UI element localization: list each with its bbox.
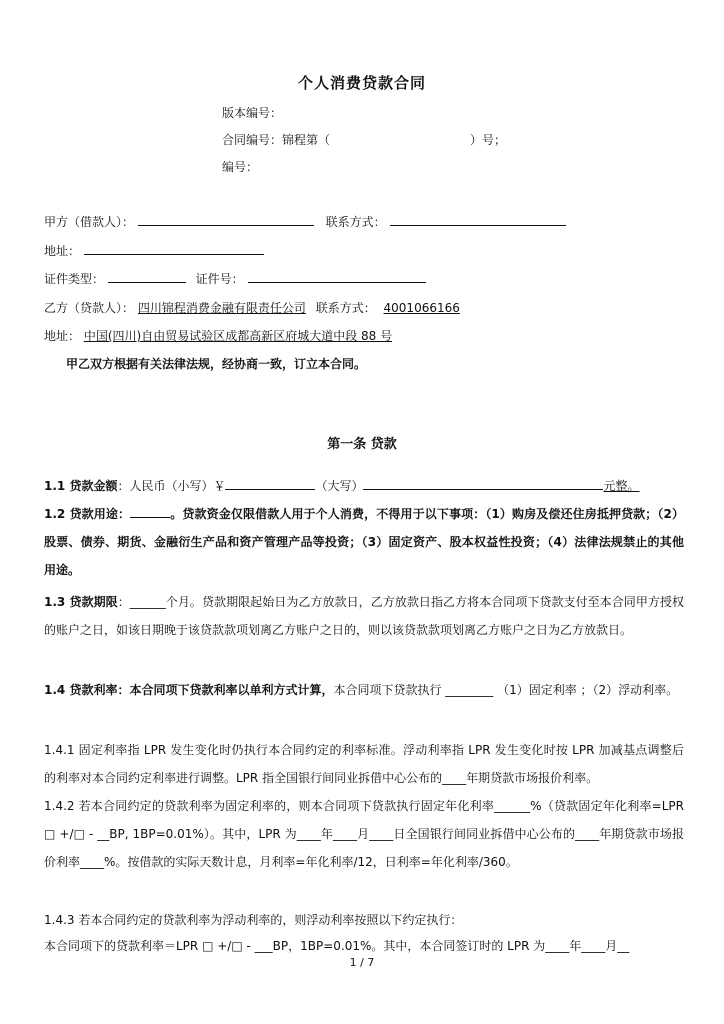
party-b-label: 乙方（贷款人）：: [44, 301, 135, 315]
clause-1-4-2: 1.4.2 若本合同约定的贷款利率为固定利率的，则本合同项下贷款执行固定年化利率______%（贷款固定年化利率=LPR □ +/□ - __BP, 1BP=0.01%）。其中，LPR 为____年____月____日全国银行间同业拆借中心公布的____年期贷款市场报价利率____%。按借款的实际天数计息，月利率=年化利率/12，日利率=年化利率/360。: [44, 799, 684, 869]
clause-1-1: [44, 472, 684, 500]
address-line: [44, 242, 264, 259]
page-number: 1 / 7: [349, 956, 375, 969]
clause-1-4-3: 1.4.3 若本合同约定的贷款利率为浮动利率的，则浮动利率按照以下约定执行：: [44, 913, 463, 927]
clause-1-3: [44, 588, 684, 644]
document-title: 个人消费贷款合同: [297, 74, 426, 92]
contact-blank[interactable]: [390, 213, 566, 226]
party-b-line: [44, 299, 460, 316]
clause-1-3-label: 贷款期限: [69, 595, 118, 609]
id-number-label: 证件号：: [195, 272, 244, 286]
party-a-label: 甲方（借款人）：: [44, 215, 135, 229]
version-number: 版本编号：: [222, 106, 283, 120]
address-label: 地址：: [44, 244, 81, 258]
contract-number-suffix: ）号；: [470, 133, 507, 147]
contract-number: [222, 131, 506, 148]
address-blank[interactable]: [84, 242, 264, 255]
id-type-label: 证件类型：: [44, 272, 105, 286]
party-a-line: [44, 213, 566, 230]
clause-1-2-number: 1.2: [44, 507, 70, 521]
id-number-blank[interactable]: [248, 270, 426, 283]
clause-1-3-text: ：______个月。贷款期限起始日为乙方放款日，乙方放款日指乙方将本合同项下贷款支付至本合同甲方授权的账户之日，如该日期晚于该贷款款项划离乙方账户之日的，则以该贷款款项划离乙方账户之日为乙方放款日。: [44, 595, 684, 637]
party-b-phone: 4001066166: [383, 301, 460, 315]
clause-1-1-number: 1.1: [44, 479, 70, 493]
clause-1-4-label: 贷款利率：本合同项下贷款利率以单利方式计算，: [69, 683, 334, 697]
party-b-address-line: [44, 327, 392, 344]
section-title: 第一条 贷款: [327, 437, 397, 452]
contact-label: 联系方式：: [325, 215, 386, 229]
party-b-address: 中国(四川)自由贸易试验区成都高新区府城大道中段 88 号: [83, 329, 393, 343]
clause-1-4-1: 1.4.1 固定利率指 LPR 发生变化时仍执行本合同约定的利率标准。浮动利率指 LPR 发生变化时按 LPR 加减基点调整后的利率对本合同约定利率进行调整。LPR 指全国银行间同业拆借中心公布的____年期贷款市场报价利率。: [44, 743, 684, 785]
clause-1-1-text-c: 元整。: [603, 479, 640, 493]
id-line: [44, 270, 426, 287]
party-b-contact-label: 联系方式：: [315, 301, 376, 315]
clause-1-2-text: 。贷款资金仅限借款人用于个人消费，不得用于以下事项：（1）购房及偿还住房抵押贷款；（2）股票、债券、期货、金融衍生产品和资产管理产品等投资；（3）固定资产、股本权益性投资；（4）法律法规禁止的其他用途。: [44, 507, 685, 577]
party-b-name: 四川锦程消费金融有限责任公司: [137, 301, 306, 315]
id-type-blank[interactable]: [108, 270, 186, 283]
clause-1-2-label: 贷款用途：: [69, 507, 131, 521]
amount-figure-blank[interactable]: [225, 477, 315, 490]
clause-1-1-text-a: ：人民币（小写）￥: [117, 479, 226, 493]
number-field: 编号：: [222, 160, 259, 174]
party-a-blank[interactable]: [138, 213, 314, 226]
party-b-address-label: 地址：: [44, 329, 81, 343]
clause-1-4-3-detail: 本合同项下的贷款利率＝LPR □ +/□ - ___BP，1BP=0.01%。其中，本合同签订时的 LPR 为____年____月__: [44, 939, 630, 953]
clause-1-1-label: 贷款金额: [69, 479, 118, 493]
clause-1-4-number: 1.4: [44, 683, 70, 697]
clause-1-3-number: 1.3: [44, 595, 70, 609]
contract-number-label: 合同编号：锦程第（: [222, 133, 331, 147]
clause-1-4: [44, 676, 684, 704]
clause-1-1-text-b: （大写）: [315, 479, 364, 493]
agreement-statement: 甲乙双方根据有关法律法规，经协商一致，订立本合同。: [66, 357, 367, 371]
amount-words-blank[interactable]: [363, 477, 603, 490]
purpose-blank[interactable]: [130, 505, 170, 518]
clause-1-4-text: 本合同项下贷款执行 ________ （1）固定利率 ；（2）浮动利率。: [333, 683, 679, 697]
clause-1-2: [44, 500, 684, 584]
